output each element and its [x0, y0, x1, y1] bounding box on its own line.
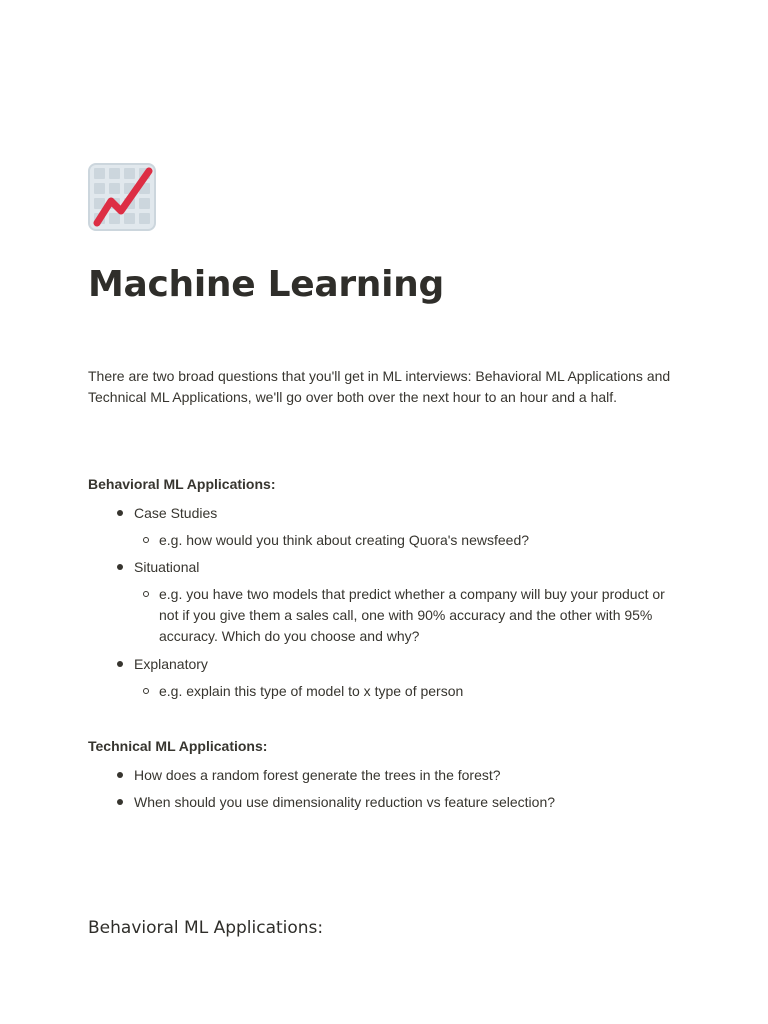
list-item-text: When should you use dimensionality reduction vs feature selection? [134, 794, 556, 810]
list-item-text: How does a random forest generate the trees in the forest? [134, 767, 501, 783]
behavioral-label: Behavioral ML Applications: [88, 476, 276, 492]
list-item [134, 654, 208, 675]
bullet-disc [117, 661, 123, 667]
bullet-disc [117, 510, 123, 516]
list-item-text: Case Studies [134, 505, 218, 521]
bullet-disc [117, 799, 123, 805]
list-item [134, 503, 217, 524]
list-item [134, 557, 199, 578]
list-item-text: Explanatory [134, 656, 208, 672]
page-title: Machine Learning [88, 264, 444, 305]
bullet-circle [143, 688, 149, 694]
sub-list-item-text: e.g. explain this type of model to x type of person [159, 683, 464, 699]
list-item-text: Situational [134, 559, 200, 575]
sub-list-item [159, 681, 463, 702]
sub-list-item-text: e.g. you have two models that predict whether a company will buy your product or not if you give them a sales call, one with 90% accuracy and the other with 95% accuracy. Which do you choose and why? [159, 586, 665, 644]
list-item [134, 765, 501, 786]
bullet-disc [117, 772, 123, 778]
bullet-disc [117, 564, 123, 570]
section-heading: Behavioral ML Applications: [88, 918, 324, 938]
sub-list-item-text: e.g. how would you think about creating Quora's newsfeed? [159, 532, 530, 548]
sub-list-item [159, 584, 679, 647]
sub-list-item [159, 530, 529, 551]
list-item [134, 792, 555, 813]
technical-label: Technical ML Applications: [88, 738, 268, 754]
intro-paragraph: There are two broad questions that you'll get in ML interviews: Behavioral ML Applications and Technical ML Applications, we'll go over both over the next hour to an hour and a half. [88, 368, 671, 405]
bullet-circle [143, 537, 149, 543]
bullet-circle [143, 591, 149, 597]
chart-increasing-icon[interactable] [88, 163, 156, 231]
